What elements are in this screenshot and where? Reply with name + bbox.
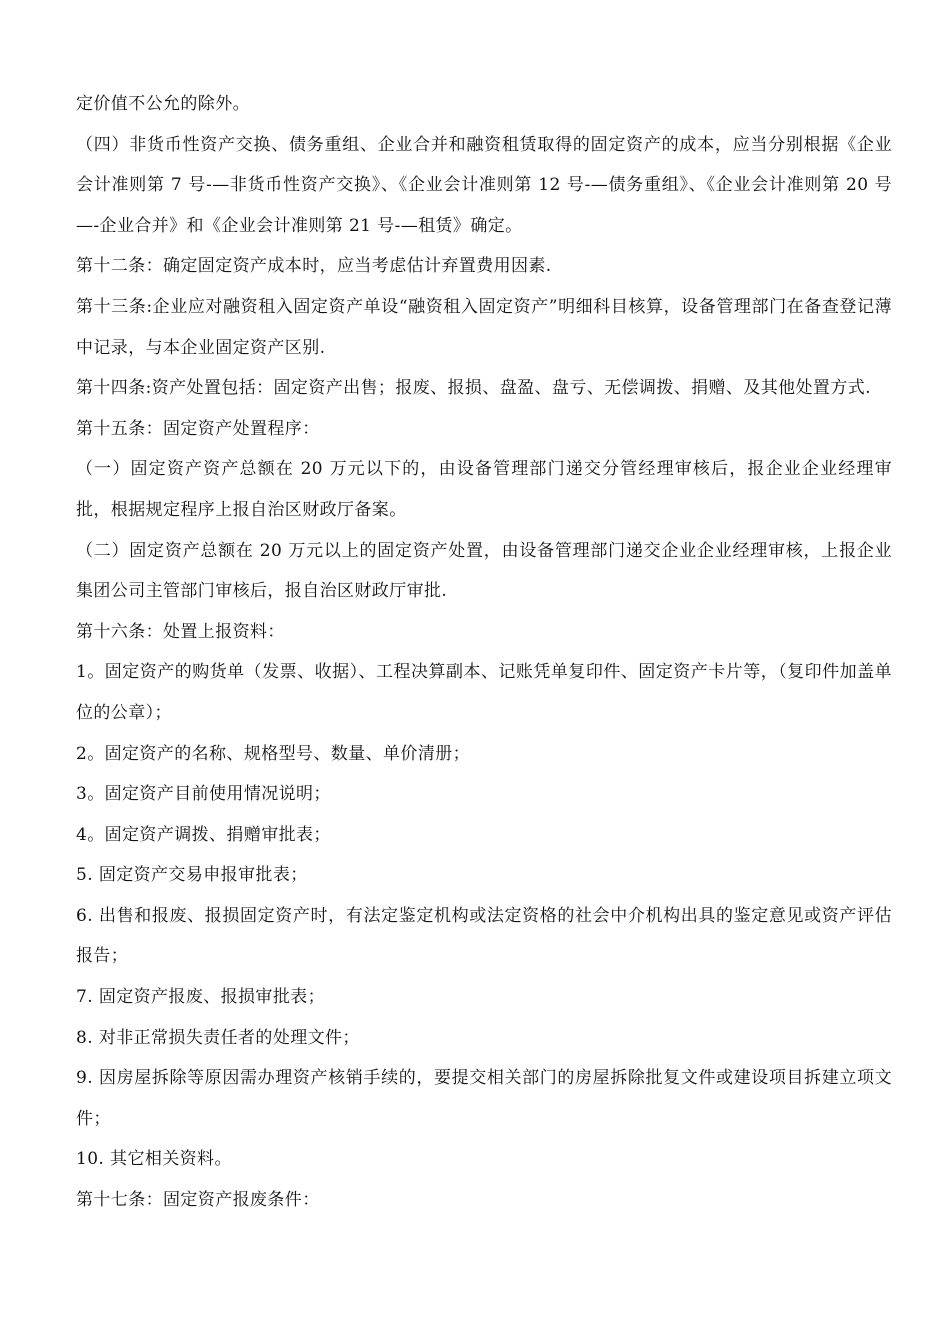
- article-15: 第十五条：固定资产处置程序：: [76, 418, 320, 439]
- article-15-item-1: （一）固定资产资产总额在 20 万元以下的，由设备管理部门递交分管经理审核后，报企业企业经理审批，根据规定程序上报自治区财政厅备案。: [76, 459, 892, 520]
- article-17: 第十七条：固定资产报废条件：: [76, 1190, 320, 1211]
- list-item-10: 10. 其它相关资料。: [76, 1149, 232, 1170]
- document-body: [76, 84, 892, 1221]
- article-14: 第十四条:资产处置包括：固定资产出售；报废、报损、盘盈、盘亏、无偿调拨、捐赠、及其他处置方式.: [76, 378, 871, 399]
- list-item-1: 1。固定资产的购货单（发票、收据）、工程决算副本、记账凭单复印件、固定资产卡片等，（复印件加盖单位的公章）；: [76, 662, 892, 723]
- list-item-4: 4。固定资产调拨、捐赠审批表；: [76, 824, 331, 845]
- article-13: 第十三条:企业应对融资租入固定资产单设“融资租入固定资产”明细科目核算，设备管理部门在备查登记薄中记录，与本企业固定资产区别.: [76, 296, 892, 358]
- list-item-5: 5. 固定资产交易申报审批表；: [76, 865, 308, 886]
- article-12: 第十二条：确定固定资产成本时，应当考虑估计弃置费用因素.: [76, 256, 552, 277]
- article-15-item-2: （二）固定资产总额在 20 万元以上的固定资产处置，由设备管理部门递交企业企业经理审核，上报企业集团公司主管部门审核后，报自治区财政厅审批.: [76, 540, 892, 602]
- article-16: 第十六条：处置上报资料：: [76, 621, 285, 642]
- paragraph-continuation: 定价值不公允的除外。: [76, 94, 250, 114]
- list-item-6: 6. 出售和报废、报损固定资产时，有法定鉴定机构或法定资格的社会中介机构出具的鉴定意见或资产评估报告；: [76, 905, 892, 967]
- paragraph-item-4: （四）非货币性资产交换、债务重组、企业合并和融资租赁取得的固定资产的成本，应当分别根据《企业会计准则第 7 号-—非货币性资产交换》、《企业会计准则第 12 号-—债务重组》、《企业会计准则第 20 号—-企业合并》和《企业会计准则第 21 号-—租赁》确定。: [76, 134, 892, 236]
- list-item-8: 8. 对非正常损失责任者的处理文件；: [76, 1027, 360, 1048]
- list-item-9: 9. 因房屋拆除等原因需办理资产核销手续的，要提交相关部门的房屋拆除批复文件或建设项目拆建立项文件；: [76, 1068, 892, 1129]
- list-item-2: 2。固定资产的名称、规格型号、数量、单价清册；: [76, 743, 471, 764]
- list-item-3: 3。固定资产目前使用情况说明；: [76, 784, 331, 805]
- list-item-7: 7. 固定资产报废、报损审批表；: [76, 987, 326, 1008]
